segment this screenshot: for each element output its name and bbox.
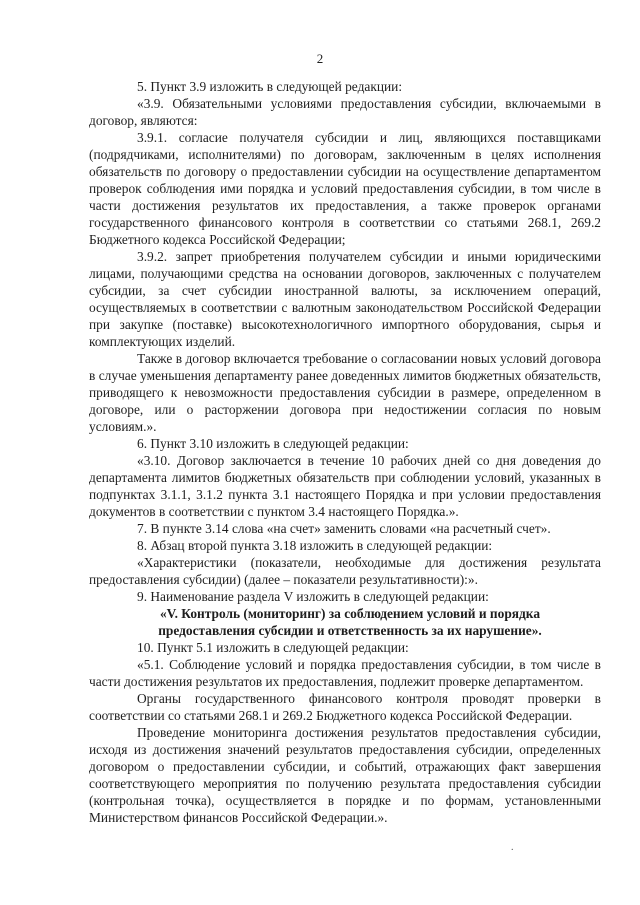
paragraph-3-10: «3.10. Договор заключается в течение 10 рабочих дней со дня доведения до департамента лимитов бюджетных обязательств при соблюдении условий, указанных в подпунктах 3.1.1, 3.1.2 пункта 3.1 настоящего Порядка и при условии предоставления документов в соответствии с пунктом 3.4 настоящего Порядка.». <box>89 453 601 519</box>
paragraph-contract-requirement: Также в договор включается требование о согласовании новых условий договора в случае уменьшения департаменту ранее доведенных лимитов бюджетных обязательств, приводящего к невозможности предоставления субсидии в размере, определенном в договоре, или о расторжении договора при недостижении согласия по новым условиям.». <box>89 351 601 434</box>
paragraph-item-7: 7. В пункте 3.14 слова «на счет» заменить словами «на расчетный счет». <box>137 521 551 536</box>
paragraph-3-9-1: 3.9.1. согласие получателя субсидии и лиц, являющихся поставщиками (подрядчиками, исполнителями) по договорам, заключенным в целях исполнения обязательств по договору о предоставлении субсидии на осуществление департаментом проверок соблюдения ими порядка и условий предоставления субсидии, в том числе в части достижения результатов их предоставления, а также проверок органами государственного финансового контроля в соответствии со статьями 268.1, 269.2 Бюджетного кодекса Российской Федерации; <box>89 130 601 247</box>
paragraph-3-9-2: 3.9.2. запрет приобретения получателем субсидии и иными юридическими лицами, получающими средства на основании договоров, заключенных с получателем субсидии, за счет субсидии иностранной валюты, за исключением операций, осуществляемых в соответствии с валютным законодательством Российской Федерации при закупке (поставке) высокотехнологичного импортного оборудования, сырья и комплектующих изделий. <box>89 249 601 349</box>
paragraph-3-9-intro: «3.9. Обязательными условиями предоставления субсидии, включаемыми в договор, являются: <box>89 96 601 128</box>
paragraph-item-10: 10. Пункт 5.1 изложить в следующей редакции: <box>137 640 409 655</box>
paragraph-financial-control: Органы государственного финансового контроля проводят проверки в соответствии со статьями 268.1 и 269.2 Бюджетного кодекса Российской Федерации. <box>89 691 601 723</box>
footer-mark: . <box>511 842 514 853</box>
paragraph-item-9: 9. Наименование раздела V изложить в следующей редакции: <box>137 589 489 604</box>
paragraph-item-6: 6. Пункт 3.10 изложить в следующей редакции: <box>137 436 409 451</box>
paragraph-item-5: 5. Пункт 3.9 изложить в следующей редакции: <box>137 79 403 94</box>
paragraph-characteristics: «Характеристики (показатели, необходимые для достижения результата предоставления субсидии) (далее – показатели результативности):». <box>89 555 601 587</box>
section-v-heading: «V. Контроль (мониторинг) за соблюдением условий и порядка предоставления субсидии и ответственность за их нарушение». <box>158 606 542 638</box>
paragraph-5-1: «5.1. Соблюдение условий и порядка предоставления субсидии, в том числе в части достижения результатов их предоставления, подлежит проверке департаментом. <box>89 657 601 689</box>
paragraph-item-8: 8. Абзац второй пункта 3.18 изложить в следующей редакции: <box>137 538 493 553</box>
document-body <box>89 78 601 826</box>
paragraph-monitoring: Проведение мониторинга достижения результатов предоставления субсидии, исходя из достижения значений результатов предоставления субсидии, определенных договором о предоставлении субсидии, и событий, отражающих факт завершения соответствующего мероприятия по получению результата предоставления субсидии (контрольная точка), осуществляется в порядке и по формам, установленными Министерством финансов Российской Федерации.». <box>89 725 601 825</box>
page-number: 2 <box>316 51 324 66</box>
